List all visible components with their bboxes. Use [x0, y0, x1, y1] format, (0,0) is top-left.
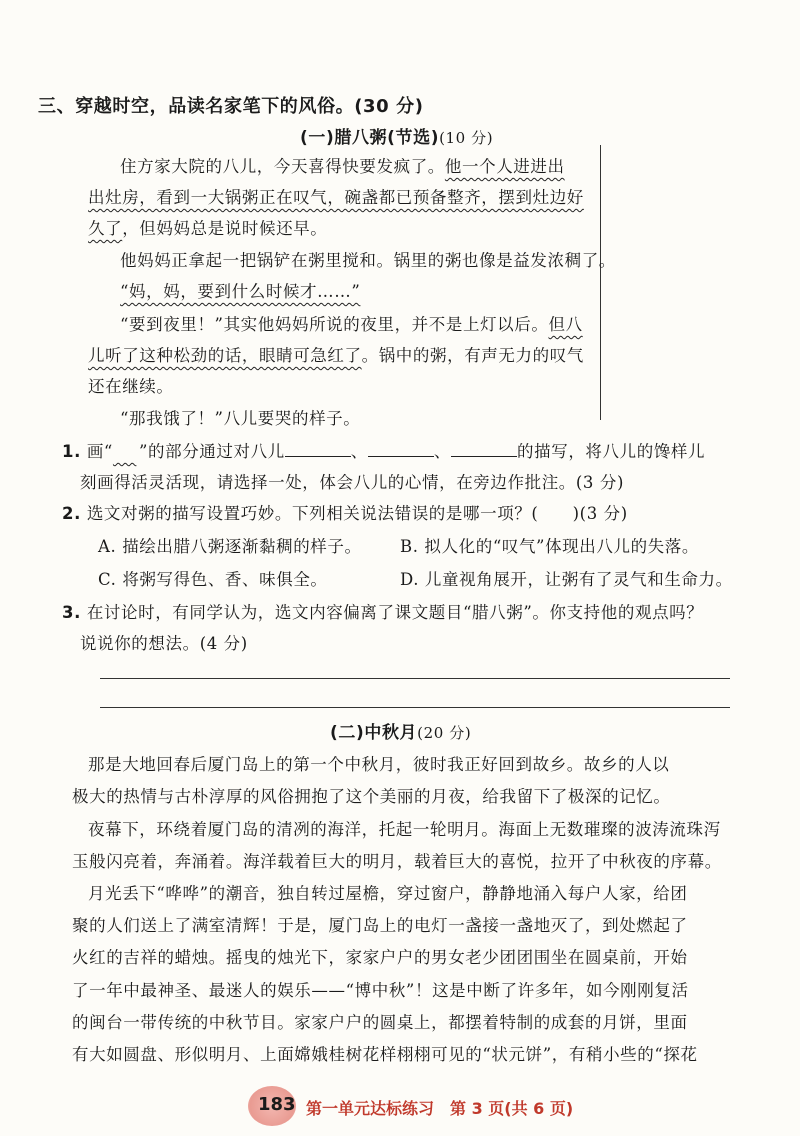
option-c[interactable]: C. 将粥写得色、香、味俱全。 — [98, 570, 328, 589]
passage2-title: (二)中秋月 — [330, 723, 418, 743]
wavy-underlined-text: 他一个人进进出 — [444, 157, 565, 176]
answer-blank[interactable] — [285, 442, 351, 457]
passage2-line: 夜幕下，环绕着厦门岛的清冽的海洋，托起一轮明月。海面上无数璀璨的波涛流珠泻 — [88, 820, 721, 839]
question-text: 在讨论时，有同学认为，选文内容偏离了课文题目“腊八粥”。你支持他的观点吗？ — [86, 603, 704, 622]
passage2-line: 火红的吉祥的蜡烛。摇曳的烛光下，家家户户的男女老少团团围坐在圆桌前，开始 — [72, 948, 688, 967]
passage2-line: 那是大地回春后厦门岛上的第一个中秋月，彼时我正好回到故乡。故乡的人以 — [88, 755, 670, 774]
question-number: 2. — [62, 504, 81, 523]
passage1-text: “要到夜里！”其实他妈妈所说的夜里，并不是上灯以后。 — [120, 315, 549, 334]
wavy-underlined-text: 儿听了这种松劲的话，眼睛可急红了 — [88, 346, 362, 365]
question-text: ”的部分通过对八儿 — [138, 442, 285, 461]
passage1-score: (10 分) — [439, 129, 494, 147]
annotation-margin-bar — [600, 145, 601, 420]
passage1-title: (一)腊八粥(节选) — [300, 128, 440, 148]
question-3-line2: 说说你的想法。(4 分) — [80, 634, 248, 653]
question-2 — [62, 500, 628, 524]
question-text: 的描写，将八儿的馋样儿 — [517, 442, 706, 461]
passage2-line: 玉般闪亮着，奔涌着。海洋载着巨大的明月，载着巨大的喜悦，拉开了中秋夜的序幕。 — [72, 852, 722, 871]
passage1-text: 。锅中的粥，有声无力的叹气 — [361, 346, 584, 365]
passage1-heading — [300, 123, 493, 148]
wavy-underlined-text: 久了 — [88, 219, 123, 238]
question-text: 画“ — [86, 442, 113, 461]
question-3 — [62, 599, 703, 623]
passage2-heading — [330, 718, 471, 743]
wavy-underlined-text: 但八 — [548, 315, 583, 334]
answer-line[interactable] — [100, 678, 730, 679]
option-b[interactable]: B. 拟人化的“叹气”体现出八儿的失落。 — [400, 537, 699, 556]
question-text: 选文对粥的描写设置巧妙。下列相关说法错误的是哪一项？( )(3 分) — [86, 504, 628, 523]
page-number: 183 — [258, 1094, 296, 1115]
question-1 — [62, 438, 705, 462]
question-text: 、 — [433, 442, 452, 461]
answer-blank[interactable] — [451, 442, 517, 457]
passage1-text: ，但妈妈总是说时候还早。 — [122, 219, 328, 238]
passage1-line — [120, 311, 583, 335]
passage2-line: 月光丢下“哗哗”的潮音，独自转过屋檐，穿过窗户，静静地涌入每户人家，给团 — [88, 884, 688, 903]
passage2-line: 了一年中最神圣、最迷人的娱乐——“博中秋”！这是中断了许多年，如今刚刚复活 — [72, 981, 689, 1000]
answer-line[interactable] — [100, 707, 730, 708]
passage1-line: “那我饿了！”八儿要哭的样子。 — [120, 409, 361, 428]
passage2-line: 有大如圆盘、形似明月、上面嫦娥桂树花样栩栩可见的“状元饼”，有稍小些的“探花 — [72, 1045, 698, 1064]
question-text: 、 — [350, 442, 368, 461]
passage1-line — [88, 215, 327, 239]
passage1-line — [120, 153, 565, 177]
passage1-line — [88, 184, 584, 208]
page-footer — [0, 1086, 800, 1126]
passage1-text: 住方家大院的八儿，今天喜得快要发疯了。 — [120, 157, 445, 176]
question-number: 3. — [62, 603, 81, 622]
option-d[interactable]: D. 儿童视角展开，让粥有了灵气和生命力。 — [400, 570, 733, 589]
passage2-line: 极大的热情与古朴淳厚的风俗拥抱了这个美丽的月夜，给我留下了极深的记忆。 — [72, 787, 671, 806]
passage1-line: 还在继续。 — [88, 377, 174, 396]
passage2-score: (20 分) — [417, 724, 472, 742]
passage1-line — [88, 342, 584, 366]
option-a[interactable]: A. 描绘出腊八粥逐渐黏稠的样子。 — [98, 537, 362, 556]
wavy-underlined-text: “妈，妈，要到什么时候才……” — [120, 282, 361, 301]
section-title: 三、穿越时空，品读名家笔下的风俗。(30 分) — [38, 96, 424, 117]
passage2-line: 的闽台一带传统的中秋节目。家家户户的圆桌上，都摆着特制的成套的月饼，里面 — [72, 1013, 688, 1032]
question-1-line2: 刻画得活灵活现，请选择一处，体会八儿的心情，在旁边作批注。(3 分) — [80, 473, 625, 492]
passage1-line: 他妈妈正拿起一把锅铲在粥里搅和。锅里的粥也像是益发浓稠了。 — [120, 251, 616, 270]
wavy-underlined-text: 出灶房，看到一大锅粥正在叹气，碗盏都已预备整齐，摆到灶边好 — [88, 188, 584, 207]
footer-text: 第一单元达标练习 第 3 页(共 6 页) — [306, 1099, 574, 1118]
answer-blank[interactable] — [368, 442, 434, 457]
passage2-line: 聚的人们送上了满室清辉！于是，厦门岛上的电灯一盏接一盏地灭了，到处燃起了 — [72, 916, 688, 935]
passage1-line — [120, 278, 360, 302]
wavy-line-sample — [113, 442, 139, 461]
question-number: 1. — [62, 442, 81, 461]
